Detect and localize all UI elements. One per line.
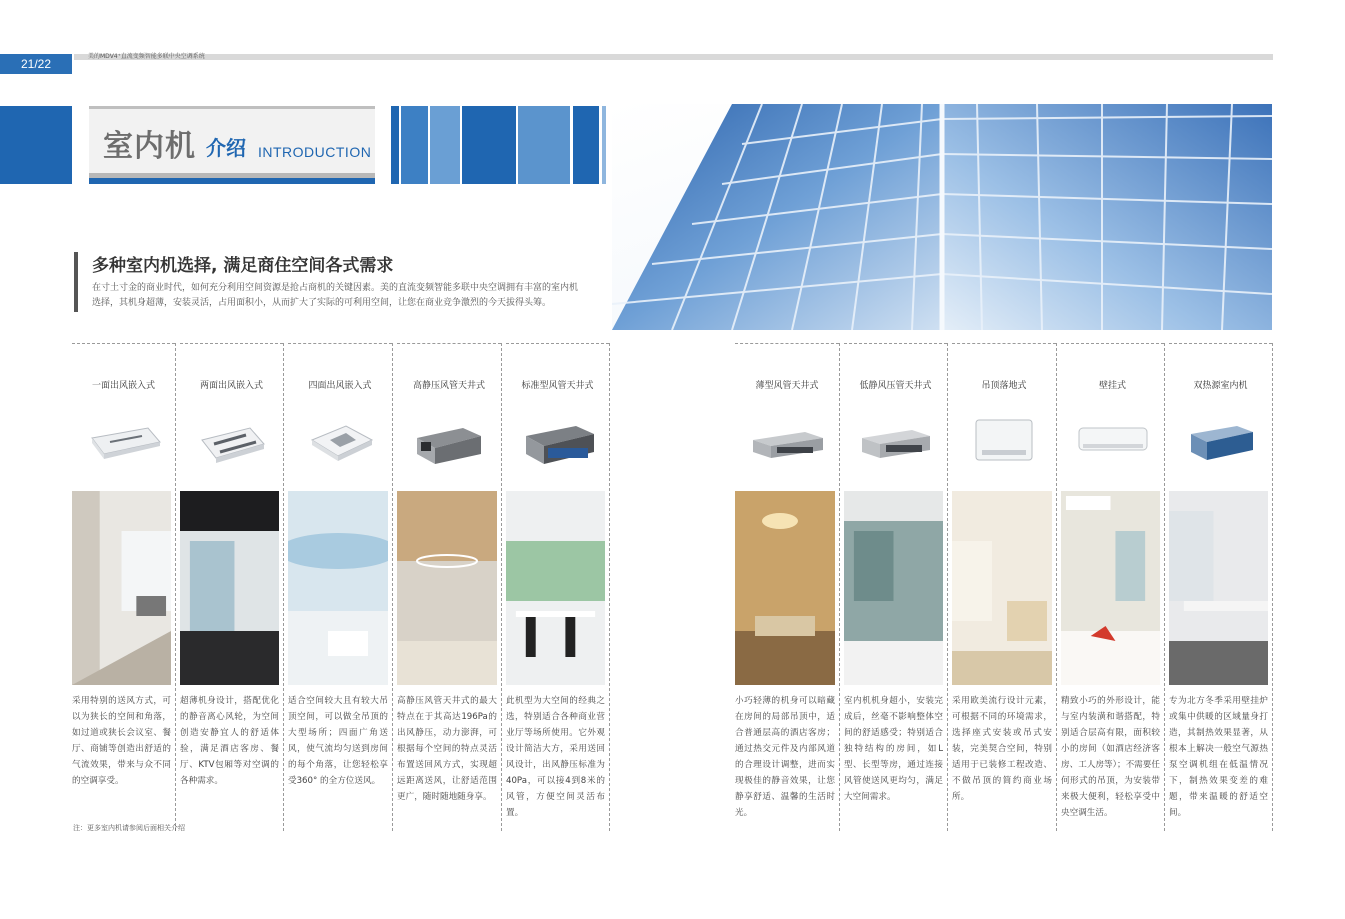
decor-stripe	[401, 106, 428, 184]
product-column	[506, 343, 610, 831]
product-description: 超薄机身设计，搭配优化的静音离心风轮，为空间创造安静宜人的舒适体验，满足酒店客房、餐厅、KTV包厢等对空调的各种需求。	[180, 696, 279, 786]
building-photo	[612, 104, 1272, 330]
decor-stripe	[602, 106, 606, 184]
dual-heat-source-unit-icon	[1181, 416, 1261, 470]
header-divider	[74, 54, 1273, 60]
product-description: 此机型为大空间的经典之选，特别适合各种商业营业厅等场所使用。它外观设计简洁大方，采用送回风设计，出风静压标准为40Pa，可以接4到8米的风管，方便空间灵活布置。	[506, 696, 605, 818]
product-description: 精致小巧的外形设计，能与室内装潢和谐搭配，特别适合层高有限，面积较小的房间（如酒店经济客房、工人房等）；不需要任何形式的吊顶，为安装带来极大便利，轻松享受中央空调生活。	[1061, 696, 1160, 818]
left-accent-block	[0, 106, 72, 184]
intro-heading: 多种室内机选择, 满足商住空间各式需求	[92, 256, 394, 276]
product-description: 专为北方冬季采用壁挂炉或集中供暖的区域量身打造，其制热效果显著，从根本上解决一般空气源热泵空调机组在低温情况下，制热效果变差的难题，带来温暖的舒适空间。	[1169, 696, 1268, 818]
product-name: 标准型风管天井式	[521, 381, 594, 391]
product-room-photo	[397, 491, 497, 685]
header-caption: 美的MDV4⁺直流变频智能多联中央空调系统	[88, 53, 205, 60]
product-room-photo	[180, 491, 279, 685]
product-name: 一面出风嵌入式	[91, 381, 155, 391]
product-room-photo	[72, 491, 171, 685]
product-room-photo	[288, 491, 388, 685]
intro-paragraph: 在寸土寸金的商业时代，如何充分利用空间资源是抢占商机的关键因素。美的直流变频智能多联中央空调拥有丰富的室内机选择，其机身超薄，安装灵活，占用面积小，从而扩大了实际的可利用空间，让您在商业竞争激烈的今天拔得头筹。	[92, 283, 579, 308]
product-name: 薄型风管天井式	[755, 381, 819, 391]
product-column	[288, 343, 393, 831]
product-room-photo	[506, 491, 605, 685]
standard-duct-icon	[518, 416, 598, 470]
product-room-photo	[1169, 491, 1268, 685]
page-number: 21/22	[0, 54, 72, 74]
product-name: 四面出风嵌入式	[308, 381, 372, 391]
intro-accent-bar	[74, 252, 78, 312]
title-underline-accent	[89, 178, 375, 184]
product-description: 室内机机身超小，安装完成后，丝毫不影响整体空间的舒适感受；特别适合独特结构的房间，如L型、长型等房，通过连接风管使送风更均匀，满足大空间需求。	[844, 696, 943, 802]
page-title: 室内机	[103, 129, 196, 164]
ceiling-floor-unit-icon	[964, 416, 1044, 470]
decor-stripe	[573, 106, 599, 184]
cassette-one-way-icon	[84, 416, 164, 470]
cassette-two-way-icon	[192, 416, 272, 470]
page-title-english: INTRODUCTION	[258, 144, 372, 160]
decor-stripe	[518, 106, 570, 184]
product-column	[397, 343, 502, 831]
product-description: 小巧轻薄的机身可以暗藏在房间的局部吊顶中，适合普通层高的酒店客房；通过热交元件及内部风道的合理设计调整，进而实现极佳的静音效果，让您静享舒适、温馨的生活时光。	[735, 696, 835, 818]
product-name: 壁挂式	[1098, 381, 1126, 391]
low-static-duct-icon	[856, 416, 936, 470]
product-name: 两面出风嵌入式	[199, 381, 263, 391]
product-name: 高静压风管天井式	[412, 381, 485, 391]
product-name: 双热源室内机	[1193, 381, 1248, 391]
cassette-four-way-icon	[300, 416, 380, 470]
product-column	[1061, 343, 1165, 831]
decor-stripe	[430, 106, 460, 184]
decor-stripe	[462, 106, 516, 184]
product-name: 低静风压管天井式	[859, 381, 932, 391]
product-description: 高静压风管天井式的最大特点在于其高达196Pa的出风静压，动力澎湃，可根据每个空间的特点灵活布置送回风方式，实现超远距离送风，让舒适范围更广，随时随地随身享。	[397, 696, 497, 802]
product-room-photo	[952, 491, 1052, 685]
product-description: 适合空间较大且有较大吊顶空间，可以做全吊顶的大型场所；四面广角送风，使气流均匀送到房间的每个角落，让您轻松享受360° 的全方位送风。	[288, 696, 388, 786]
product-room-photo	[844, 491, 943, 685]
slim-duct-icon	[747, 416, 827, 470]
product-description: 采用欧美流行设计元素，可根据不同的环境需求，选择座式安装或吊式安装，完美契合空间，特别适用于已装修工程改造、不做吊顶的简约商业场所。	[952, 696, 1052, 802]
decor-stripe	[391, 106, 399, 184]
product-column	[1169, 343, 1273, 831]
wall-mounted-unit-icon	[1073, 416, 1153, 470]
product-column	[735, 343, 840, 831]
product-column	[844, 343, 948, 831]
product-column	[72, 343, 176, 831]
high-static-duct-icon	[409, 416, 489, 470]
product-column	[180, 343, 284, 831]
product-name: 吊顶落地式	[981, 381, 1027, 391]
product-room-photo	[1061, 491, 1160, 685]
product-room-photo	[735, 491, 835, 685]
product-description: 采用特别的送风方式，可以为狭长的空间和角落，如过道或狭长会议室、餐厅、商铺等创造出舒适的气流效果，带来与众不同的空调享受。	[72, 696, 171, 786]
product-column	[952, 343, 1057, 831]
footnote: 注：更多室内机请参阅后面相关介绍	[73, 824, 185, 832]
page-title-accent: 介绍	[206, 136, 246, 160]
